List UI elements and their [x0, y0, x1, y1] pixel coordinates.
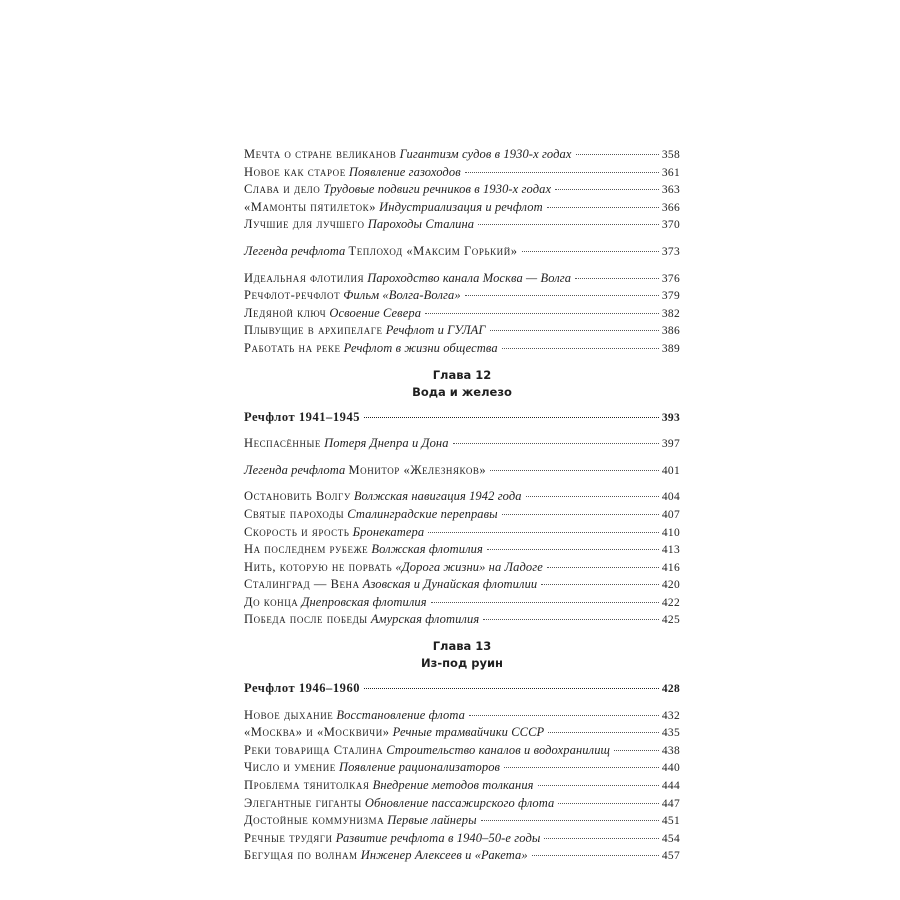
- page-number: 435: [661, 727, 680, 740]
- entry-title: Нить, которую не порвать: [244, 559, 393, 574]
- entry-subtitle: Появление газоходов: [348, 164, 461, 179]
- page-number: 382: [661, 307, 680, 320]
- entry-title: Скорость и ярость: [244, 524, 350, 539]
- entry-subtitle: Легенда речфлота: [244, 243, 346, 258]
- entry-title: Элегантные гиганты: [244, 795, 362, 810]
- dot-leader: [544, 838, 658, 839]
- dot-leader: [453, 443, 659, 444]
- page-number: 366: [661, 201, 680, 214]
- entry-subtitle: Развитие речфлота в 1940–50-е годы: [335, 830, 541, 845]
- chapter-heading: [244, 367, 680, 401]
- entry-title: Речфлот 1946–1960: [244, 681, 361, 696]
- dot-leader: [558, 803, 658, 804]
- entry-subtitle: Освоение Севера: [329, 305, 422, 320]
- toc-entry: [244, 287, 680, 305]
- page-number: 416: [661, 561, 680, 574]
- dot-leader: [526, 496, 659, 497]
- page-number: 422: [661, 596, 680, 609]
- toc-entry: [244, 216, 680, 234]
- entry-subtitle: Трудовые подвиги речников в 1930-х годах: [323, 182, 552, 197]
- entry-title: Неспасённые: [244, 436, 321, 451]
- toc-entry: [244, 707, 680, 725]
- entry-title: Святые пароходы: [244, 506, 345, 521]
- dot-leader: [502, 514, 659, 515]
- dot-leader: [478, 224, 659, 225]
- toc-entry: [244, 506, 680, 524]
- entry-subtitle: Днепровская флотилия: [301, 594, 427, 609]
- entry-title: Число и умение: [244, 760, 336, 775]
- entry-subtitle: Сталинградские переправы: [347, 506, 498, 521]
- chapter-number: Глава 12: [432, 367, 492, 382]
- dot-leader: [522, 251, 659, 252]
- dot-leader: [364, 688, 659, 689]
- toc-entry-legend: [244, 462, 680, 480]
- entry-subtitle: Волжская флотилия: [371, 542, 483, 557]
- page-number: 451: [661, 815, 680, 828]
- toc-entry: [244, 305, 680, 323]
- dot-leader: [490, 330, 659, 331]
- dot-leader: [555, 189, 659, 190]
- dot-leader: [490, 470, 659, 471]
- entry-subtitle: Строительство каналов и водохранилищ: [386, 742, 611, 757]
- entry-title: Ледяной ключ: [244, 305, 327, 320]
- toc-entry: [244, 742, 680, 760]
- entry-subtitle: Речные трамвайчики СССР: [392, 725, 545, 740]
- entry-subtitle: Восстановление флота: [336, 707, 465, 722]
- entry-subtitle: Азовская и Дунайская флотилии: [362, 577, 538, 592]
- entry-title: Идеальная флотилия: [244, 270, 365, 285]
- entry-title: «Мамонты пятилеток»: [244, 199, 377, 214]
- toc-entry-period: [244, 409, 680, 427]
- page-number: 386: [661, 325, 680, 338]
- entry-title: Лучшие для лучшего: [244, 217, 365, 232]
- dot-leader: [469, 715, 659, 716]
- page-number: 401: [661, 464, 680, 477]
- dot-leader: [547, 567, 659, 568]
- entry-subtitle: Появление рационализаторов: [338, 760, 501, 775]
- dot-leader: [364, 417, 659, 418]
- table-of-contents: [244, 146, 680, 865]
- page-number: 393: [661, 411, 680, 424]
- page-number: 428: [661, 683, 680, 696]
- entry-subtitle: Амурская флотилия: [370, 612, 480, 627]
- page-number: 440: [661, 762, 680, 775]
- entry-subtitle: Внедрение методов толкания: [372, 778, 534, 793]
- dot-leader: [481, 820, 659, 821]
- toc-entry: [244, 164, 680, 182]
- chapter-title: Из-под руин: [421, 656, 503, 671]
- dot-leader: [428, 532, 659, 533]
- toc-entry: [244, 611, 680, 629]
- page-number: 361: [661, 166, 680, 179]
- entry-subtitle: Инженер Алексеев и «Ракета»: [360, 848, 528, 863]
- entry-title: Слава и дело: [244, 182, 321, 197]
- entry-title: Сталинград — Вена: [244, 577, 360, 592]
- page-number: 376: [661, 272, 680, 285]
- toc-entry: [244, 559, 680, 577]
- dot-leader: [547, 207, 659, 208]
- page-number: 444: [661, 780, 680, 793]
- toc-entry: [244, 488, 680, 506]
- entry-subtitle: Волжская навигация 1942 года: [353, 489, 522, 504]
- page-number: 457: [661, 850, 680, 863]
- dot-leader: [465, 295, 659, 296]
- toc-entry: [244, 199, 680, 217]
- page-number: 363: [661, 184, 680, 197]
- dot-leader: [504, 767, 659, 768]
- page-number: 454: [661, 832, 680, 845]
- entry-subtitle: Фильм «Волга-Волга»: [343, 288, 461, 303]
- toc-entry-period: [244, 680, 680, 698]
- page-number: 410: [661, 526, 680, 539]
- toc-entry: [244, 524, 680, 542]
- entry-subtitle: Гигантизм судов в 1930-х годах: [399, 147, 572, 161]
- page-number: 447: [661, 797, 680, 810]
- dot-leader: [541, 584, 659, 585]
- toc-entry: [244, 146, 680, 164]
- entry-title: Речные трудяги: [244, 830, 333, 845]
- page-number: 432: [661, 709, 680, 722]
- toc-entry: [244, 759, 680, 777]
- toc-entry: [244, 270, 680, 288]
- toc-entry: [244, 795, 680, 813]
- entry-title: Теплоход «Максим Горький»: [348, 243, 518, 258]
- entry-title: Бегущая по волнам: [244, 848, 358, 863]
- entry-title: На последнем рубеже: [244, 542, 369, 557]
- entry-subtitle: «Дорога жизни» на Ладоге: [395, 559, 543, 574]
- toc-entry-legend: [244, 243, 680, 261]
- toc-entry: [244, 812, 680, 830]
- page-number: 370: [661, 219, 680, 232]
- dot-leader: [532, 855, 659, 856]
- dot-leader: [425, 313, 659, 314]
- dot-leader: [502, 348, 659, 349]
- page-number: 373: [661, 245, 680, 258]
- entry-title: До конца: [244, 594, 299, 609]
- page-number: 404: [661, 491, 680, 504]
- page-number: 425: [661, 614, 680, 627]
- toc-entry: [244, 847, 680, 865]
- entry-subtitle: Потеря Днепра и Дона: [324, 436, 449, 451]
- toc-entry: [244, 576, 680, 594]
- entry-title: Новое дыхание: [244, 707, 334, 722]
- dot-leader: [431, 602, 659, 603]
- page-number: 413: [661, 544, 680, 557]
- entry-title: Плывущие в архипелаге: [244, 323, 383, 338]
- page-number: 407: [661, 508, 680, 521]
- entry-subtitle: Первые лайнеры: [387, 813, 477, 828]
- entry-subtitle: Обновление пассажирского флота: [364, 795, 555, 810]
- entry-title: Новое как старое: [244, 164, 346, 179]
- toc-entry: [244, 724, 680, 742]
- page-number: 379: [661, 290, 680, 303]
- entry-title: Монитор «Железняков»: [348, 462, 487, 477]
- dot-leader: [614, 750, 659, 751]
- toc-entry: [244, 541, 680, 559]
- toc-entry: [244, 777, 680, 795]
- page-number: 358: [661, 149, 680, 161]
- page-number: 397: [661, 438, 680, 451]
- entry-title: Проблема тянитолкая: [244, 778, 370, 793]
- page-number: 389: [661, 342, 680, 355]
- entry-title: Остановить Волгу: [244, 489, 351, 504]
- dot-leader: [487, 549, 659, 550]
- toc-entry: [244, 340, 680, 358]
- entry-title: Реки товарища Сталина: [244, 742, 384, 757]
- entry-subtitle: Бронекатера: [352, 524, 425, 539]
- entry-subtitle: Пароходство канала Москва — Волга: [367, 270, 572, 285]
- toc-entry: [244, 435, 680, 453]
- entry-title: Речфлот 1941–1945: [244, 409, 361, 424]
- chapter-title: Вода и железо: [412, 384, 512, 399]
- dot-leader: [465, 172, 659, 173]
- dot-leader: [483, 619, 659, 620]
- entry-title: Мечта о стране великанов: [244, 147, 397, 161]
- entry-subtitle: Легенда речфлота: [244, 462, 346, 477]
- entry-title: Победа после победы: [244, 612, 368, 627]
- entry-subtitle: Речфлот и ГУЛАГ: [385, 323, 486, 338]
- entry-subtitle: Пароходы Сталина: [367, 217, 475, 232]
- dot-leader: [575, 278, 659, 279]
- chapter-number: Глава 13: [432, 639, 492, 654]
- toc-entry: [244, 594, 680, 612]
- page-number: 420: [661, 579, 680, 592]
- dot-leader: [538, 785, 659, 786]
- toc-entry: [244, 181, 680, 199]
- chapter-heading: [244, 638, 680, 672]
- dot-leader: [576, 154, 659, 155]
- entry-subtitle: Речфлот в жизни общества: [343, 340, 498, 355]
- entry-title: Достойные коммунизма: [244, 813, 385, 828]
- dot-leader: [548, 732, 659, 733]
- entry-title: Речфлот-речфлот: [244, 288, 341, 303]
- page-number: 438: [661, 744, 680, 757]
- entry-title: Работать на реке: [244, 340, 341, 355]
- toc-entry: [244, 830, 680, 848]
- toc-entry: [244, 322, 680, 340]
- entry-title: «Москва» и «Москвичи»: [244, 725, 390, 740]
- entry-subtitle: Индустриализация и речфлот: [379, 199, 543, 214]
